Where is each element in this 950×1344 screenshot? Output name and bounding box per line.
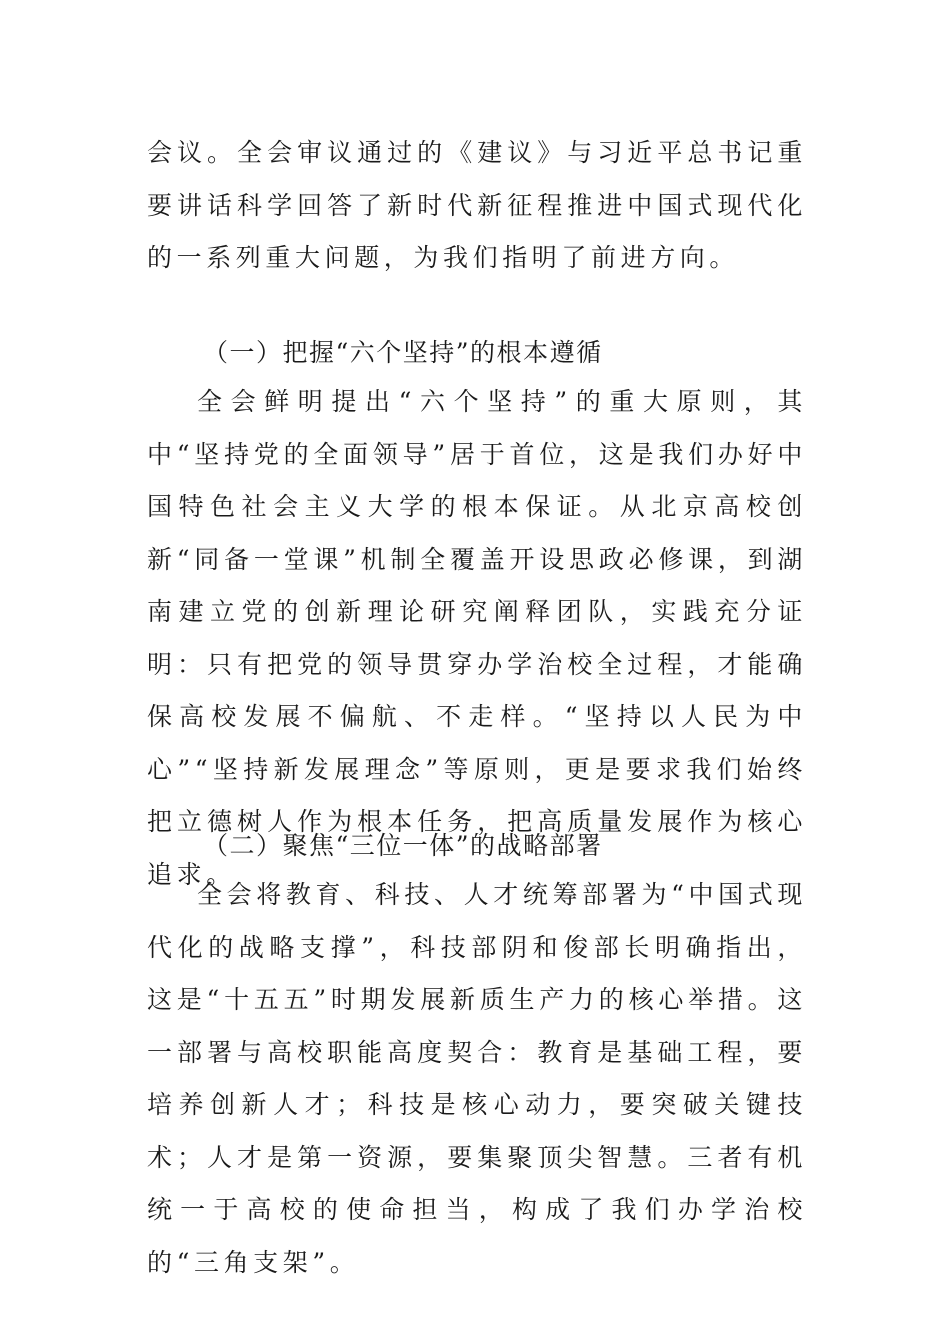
intro-paragraph: 会议。全会审议通过的《建议》与习近平总书记重要讲话科学回答了新时代新征程推进中国式现代化的一系列重大问题，为我们指明了前进方向。 — [147, 138, 807, 272]
section-1-heading: （一）把握“六个坚持”的根本遵循 — [203, 338, 603, 367]
section-2-heading: （二）聚焦“三位一体”的战略部署 — [203, 831, 603, 860]
section-1-body: 全会鲜明提出“六个坚持”的重大原则，其中“坚持党的全面领导”居于首位，这是我们办好中国特色社会主义大学的根本保证。从北京高校创新“同备一堂课”机制全覆盖开设思政必修课，到湖南建立党的创新理论研究阐释团队，实践充分证明：只有把党的领导贯穿办学治校全过程，才能确保高校发展不偏航、不走样。“坚持以人民为中心”“坚持新发展理念”等原则，更是要求我们始终把立德树人作为根本任务，把高质量发展作为核心追求。 — [147, 387, 807, 889]
section-2-body: 全会将教育、科技、人才统筹部署为“中国式现代化的战略支撑”，科技部阴和俊部长明确指出，这是“十五五”时期发展新质生产力的核心举措。这一部署与高校职能高度契合：教育是基础工程，要培养创新人才；科技是核心动力，要突破关键技术；人才是第一资源，要集聚顶尖智慧。三者有机统一于高校的使命担当，构成了我们办学治校的“三角支架”。 — [147, 880, 807, 1277]
